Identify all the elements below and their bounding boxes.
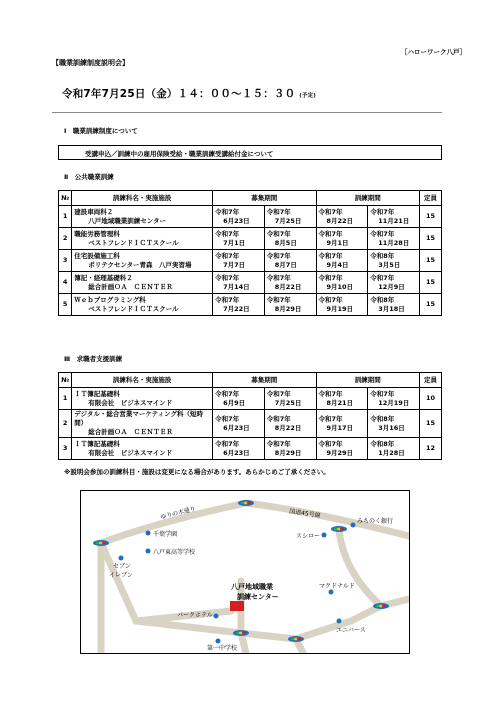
- course-facility: ポリテクセンター青森 八戸実習場: [88, 260, 192, 269]
- train-start: [316, 206, 368, 228]
- date: 9月17日: [326, 423, 354, 432]
- recruit-start: [213, 228, 265, 250]
- era-year: 令和7年: [266, 439, 291, 448]
- course-title: 簿記・経理基礎科２: [74, 273, 133, 282]
- capacity: 15: [419, 206, 441, 228]
- course-name: [72, 410, 213, 438]
- recruit-end: [264, 228, 316, 250]
- date: 9月1日: [326, 238, 349, 247]
- era-year: 令和7年: [215, 439, 240, 448]
- course-title: ＩＴ簿記基礎科: [74, 439, 120, 448]
- map-mcd: マクドナルド: [319, 583, 355, 590]
- course-name: [72, 272, 213, 294]
- capacity: 15: [419, 272, 441, 294]
- era-year: 令和8年: [370, 251, 395, 260]
- public-training-table: [58, 190, 442, 316]
- recruit-end: [264, 438, 316, 460]
- era-year: 令和7年: [370, 207, 395, 216]
- col-train: 訓練期間: [316, 191, 419, 206]
- recruit-end: [264, 206, 316, 228]
- recruit-end: [264, 294, 316, 316]
- capacity: 15: [419, 228, 441, 250]
- train-start: [316, 272, 368, 294]
- col-name: 訓練科名・実施施設: [72, 373, 213, 388]
- col-recruit: 募集期間: [213, 191, 316, 206]
- train-end: [368, 272, 420, 294]
- date: 7月25日: [274, 216, 302, 225]
- date: 8月5日: [274, 238, 297, 247]
- course-facility: ベストフレンドＩＣＴスクール: [88, 238, 179, 247]
- train-start: [316, 228, 368, 250]
- divider: [52, 112, 442, 113]
- map-sushiro: スシロー: [296, 533, 321, 540]
- era-year: 令和7年: [370, 273, 395, 282]
- course-title: Ｗｅｂプログラミング科: [74, 295, 146, 304]
- map-road2: 国道45号線: [288, 508, 322, 520]
- row-no: 4: [59, 272, 72, 294]
- course-name: [72, 206, 213, 228]
- course-name: [72, 388, 213, 410]
- era-year: 令和7年: [318, 251, 343, 260]
- recruit-start: [213, 206, 265, 228]
- course-title: 住宅設備施工科: [74, 251, 120, 260]
- era-year: 令和7年: [215, 295, 240, 304]
- train-start: [316, 438, 368, 460]
- train-start: [316, 250, 368, 272]
- section1-box: [58, 145, 442, 160]
- date: 6月9日: [223, 398, 246, 407]
- date: 8月29日: [274, 304, 302, 313]
- era-year: 令和7年: [266, 273, 291, 282]
- era-year: 令和7年: [266, 389, 291, 398]
- era-year: 令和7年: [318, 295, 343, 304]
- center-building-icon: [230, 601, 244, 611]
- date: 8月21日: [326, 398, 354, 407]
- date: 11月21日: [378, 216, 410, 225]
- train-start: [316, 388, 368, 410]
- map-center2: 訓練センター: [237, 593, 279, 601]
- table-row: [59, 438, 442, 460]
- era-year: 令和7年: [215, 229, 240, 238]
- date: 8月22日: [274, 282, 302, 291]
- map-chiba: 千葉学園: [153, 531, 178, 538]
- recruit-end: [264, 250, 316, 272]
- map-school: 第一中学校: [207, 645, 238, 652]
- era-year: 令和7年: [266, 229, 291, 238]
- date: 11月28日: [378, 238, 410, 247]
- pin-icon: [351, 523, 356, 528]
- event-date: [62, 86, 316, 101]
- course-name: [72, 294, 213, 316]
- course-facility: 総合計画ＯＡ ＣＥＮＴＥＲ: [88, 282, 173, 291]
- col-cap: 定員: [419, 373, 441, 388]
- train-end: [368, 388, 420, 410]
- era-year: 令和7年: [318, 207, 343, 216]
- row-no: 1: [59, 388, 72, 410]
- recruit-end: [264, 410, 316, 438]
- capacity: 15: [419, 294, 441, 316]
- course-facility: 有限会社 ビジネスマインド: [88, 398, 173, 407]
- section2-heading: Ⅱ 公共職業訓練: [64, 173, 114, 181]
- map-hs: 八戸東高等学校: [153, 549, 196, 556]
- row-no: 3: [59, 438, 72, 460]
- era-year: 令和8年: [370, 295, 395, 304]
- capacity: 15: [419, 250, 441, 272]
- course-title: 職能労務管理科: [74, 229, 120, 238]
- pin-icon: [214, 614, 219, 619]
- capacity: 15: [419, 410, 441, 438]
- course-name: [72, 228, 213, 250]
- course-title: デジタル・総合営業マーケティング科（短時間）: [74, 410, 204, 427]
- course-facility: ベストフレンドＩＣＴスクール: [88, 304, 179, 313]
- capacity: 12: [419, 438, 441, 460]
- signal-icon: [238, 500, 254, 506]
- section1-heading: Ⅰ 職業訓練制度について: [64, 127, 138, 135]
- date: 6月23日: [223, 216, 250, 225]
- map-seven1: セブン: [113, 563, 131, 570]
- capacity: 10: [419, 388, 441, 410]
- era-year: 令和7年: [266, 414, 291, 423]
- era-year: 令和7年: [318, 439, 343, 448]
- pin-icon: [337, 619, 342, 624]
- col-recruit: 募集期間: [213, 373, 316, 388]
- table-row: [59, 410, 442, 438]
- recruit-start: [213, 438, 265, 460]
- train-start: [316, 410, 368, 438]
- date: 7月25日: [274, 398, 302, 407]
- recruit-start: [213, 388, 265, 410]
- recruit-start: [213, 410, 265, 438]
- recruit-end: [264, 272, 316, 294]
- course-name: [72, 250, 213, 272]
- era-year: 令和7年: [370, 229, 395, 238]
- train-end: [368, 410, 420, 438]
- course-facility: 八戸地域職業訓練センター: [88, 216, 166, 225]
- pin-icon: [146, 549, 151, 554]
- era-year: 令和7年: [215, 273, 240, 282]
- col-no: №: [59, 373, 72, 388]
- date: 1月28日: [378, 448, 405, 457]
- date: 9月10日: [326, 282, 354, 291]
- date: 12月9日: [378, 282, 405, 291]
- footnote: ※説明会参加の訓練科目・施設は変更になる場合があります。あらかじめご了承ください。: [64, 468, 330, 476]
- recruit-end: [264, 388, 316, 410]
- course-facility: 総合計画ＯＡ ＣＥＮＴＥＲ: [88, 428, 173, 436]
- signal-icon: [93, 540, 109, 546]
- job-seeker-training-table: [58, 372, 442, 460]
- course-facility: 有限会社 ビジネスマインド: [88, 448, 173, 457]
- era-year: 令和7年: [318, 414, 343, 423]
- course-title: 建設車両科２: [74, 207, 114, 216]
- era-year: 令和7年: [370, 389, 395, 398]
- date: 6月23日: [223, 423, 250, 432]
- era-year: 令和7年: [215, 207, 240, 216]
- date: 7月22日: [223, 304, 250, 313]
- date: 7月14日: [223, 282, 250, 291]
- recruit-start: [213, 294, 265, 316]
- header-office: ［ハローワーク八戸］: [401, 48, 466, 56]
- date: 8月22日: [274, 423, 302, 432]
- row-no: 1: [59, 206, 72, 228]
- map-center1: 八戸地域職業: [231, 583, 273, 591]
- train-end: [368, 294, 420, 316]
- date: 7月7日: [223, 260, 246, 269]
- date: 9月29日: [326, 448, 354, 457]
- date: 9月19日: [326, 304, 354, 313]
- train-end: [368, 250, 420, 272]
- date: 9月4日: [326, 260, 349, 269]
- course-name: [72, 438, 213, 460]
- map-park: パークホテル: [177, 612, 213, 619]
- date: 6月23日: [223, 448, 250, 457]
- pin-icon: [216, 639, 221, 644]
- row-no: 2: [59, 410, 72, 438]
- era-year: 令和8年: [370, 414, 395, 423]
- train-start: [316, 294, 368, 316]
- era-year: 令和7年: [215, 251, 240, 260]
- era-year: 令和7年: [318, 389, 343, 398]
- access-map: [80, 490, 410, 654]
- table-row: [59, 250, 442, 272]
- era-year: 令和7年: [266, 251, 291, 260]
- recruit-start: [213, 272, 265, 294]
- row-no: 5: [59, 294, 72, 316]
- row-no: 2: [59, 228, 72, 250]
- event-date-note: (予定): [299, 93, 317, 99]
- map-michinoku: みちのく銀行: [357, 518, 394, 525]
- pin-icon: [146, 531, 151, 536]
- table-row: [59, 206, 442, 228]
- col-no: №: [59, 191, 72, 206]
- train-end: [368, 438, 420, 460]
- pin-icon: [119, 556, 124, 561]
- era-year: 令和7年: [266, 207, 291, 216]
- train-end: [368, 228, 420, 250]
- col-train: 訓練期間: [316, 373, 419, 388]
- document-title: 【職業訓練制度説明会】: [52, 59, 129, 67]
- table-row: [59, 228, 442, 250]
- signal-icon: [331, 526, 347, 532]
- date: 12月19日: [378, 398, 410, 407]
- col-name: 訓練科名・実施施設: [72, 191, 213, 206]
- date: 8月29日: [274, 448, 302, 457]
- date: 8月22日: [326, 216, 354, 225]
- recruit-start: [213, 250, 265, 272]
- table-row: [59, 388, 442, 410]
- era-year: 令和8年: [370, 439, 395, 448]
- table-row: [59, 272, 442, 294]
- section1-box-text: 受講申込／訓練中の雇用保険受給・職業訓練受講給付金について: [85, 150, 274, 158]
- event-date-text: 令和7年7月25日（金）１４：００～１５：３０: [62, 88, 296, 100]
- signal-icon: [233, 630, 249, 636]
- date: 3月16日: [378, 423, 405, 432]
- pin-icon: [322, 533, 327, 538]
- date: 8月7日: [274, 260, 297, 269]
- era-year: 令和7年: [318, 229, 343, 238]
- map-road1: ゆりの木通り: [159, 505, 197, 521]
- era-year: 令和7年: [215, 414, 240, 423]
- row-no: 3: [59, 250, 72, 272]
- pin-icon: [329, 590, 334, 595]
- date: 3月5日: [378, 260, 401, 269]
- map-universe: ユニバース: [336, 627, 366, 634]
- era-year: 令和7年: [318, 273, 343, 282]
- table-row: [59, 294, 442, 316]
- section3-heading: Ⅲ 求職者支援訓練: [64, 355, 123, 363]
- date: 3月18日: [378, 304, 405, 313]
- era-year: 令和7年: [266, 295, 291, 304]
- signal-icon: [373, 603, 389, 609]
- map-seven2: イレブン: [109, 572, 133, 579]
- course-title: ＩＴ簿記基礎科: [74, 389, 120, 398]
- date: 7月1日: [223, 238, 246, 247]
- train-end: [368, 206, 420, 228]
- era-year: 令和7年: [215, 389, 240, 398]
- col-cap: 定員: [419, 191, 441, 206]
- signal-icon: [288, 636, 304, 642]
- map-drawing: [81, 491, 409, 653]
